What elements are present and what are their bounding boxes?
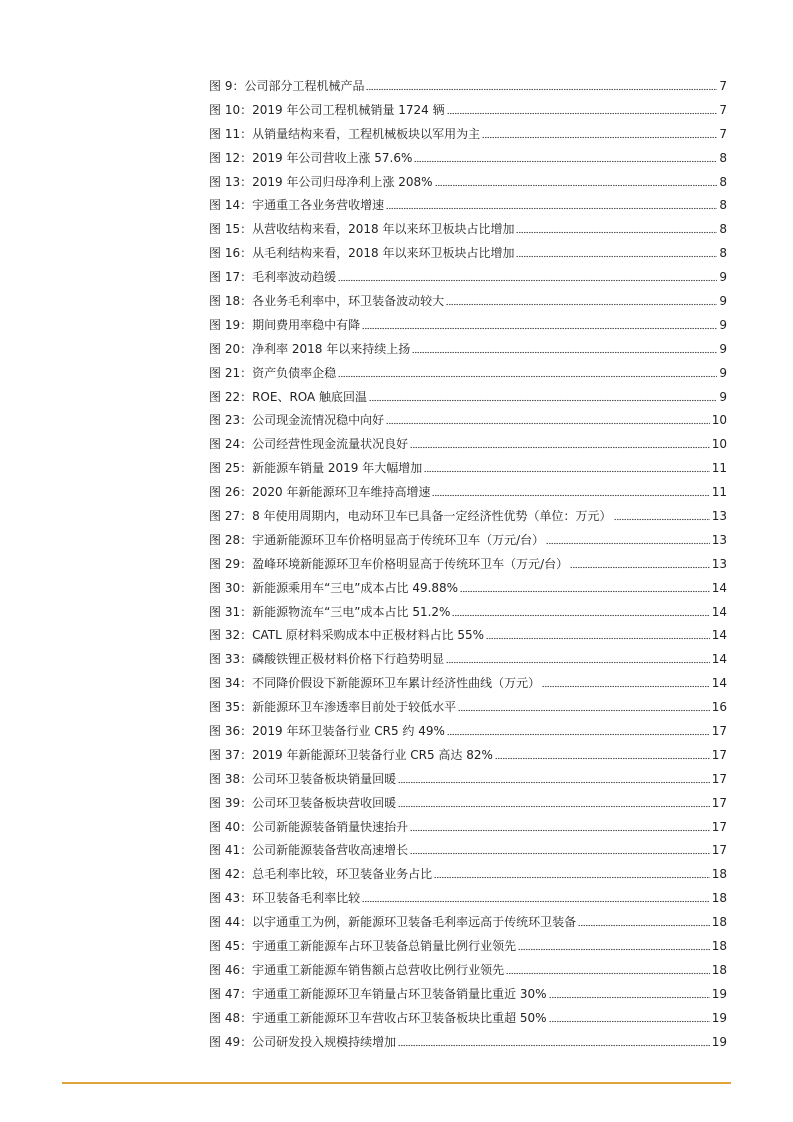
dot-leader — [410, 437, 710, 451]
toc-entry-label: 图 39：公司环卫装备板块营收回暖 — [209, 795, 397, 810]
dot-leader — [516, 246, 717, 260]
toc-entry[interactable] — [209, 265, 727, 289]
toc-entry-page-number: 7 — [719, 126, 727, 141]
toc-entry-label: 图 10：2019 年公司工程机械销量 1724 辆 — [209, 102, 445, 117]
toc-entry-page-number: 17 — [711, 747, 727, 762]
toc-entry-page-number: 17 — [711, 843, 727, 858]
dot-leader — [362, 891, 710, 905]
toc-entry-page-number: 14 — [711, 676, 727, 691]
toc-entry-page-number: 8 — [719, 246, 727, 261]
toc-entry-page-number: 8 — [719, 198, 727, 213]
toc-entry-page-number: 9 — [719, 341, 727, 356]
toc-entry-label: 图 43：环卫装备毛利率比较 — [209, 891, 361, 906]
toc-entry[interactable] — [209, 361, 727, 385]
toc-entry-page-number: 14 — [711, 604, 727, 619]
toc-entry-page-number: 10 — [711, 413, 727, 428]
toc-entry-label: 图 42：总毛利率比较，环卫装备业务占比 — [209, 867, 433, 882]
dot-leader — [578, 915, 710, 929]
dot-leader — [432, 485, 709, 499]
dot-leader — [338, 270, 717, 284]
toc-entry-label: 图 23：公司现金流情况稳中向好 — [209, 413, 385, 428]
toc-entry[interactable] — [209, 146, 727, 170]
toc-entry-page-number: 10 — [711, 437, 727, 452]
toc-entry[interactable] — [209, 241, 727, 265]
toc-entry-label: 图 38：公司环卫装备板块销量回暖 — [209, 771, 397, 786]
toc-entry-page-number: 17 — [711, 819, 727, 834]
toc-entry-page-number: 14 — [711, 580, 727, 595]
toc-entry-label: 图 46：宇通重工新能源车销售额占总营收比例行业领先 — [209, 962, 505, 977]
toc-entry[interactable] — [209, 122, 727, 146]
toc-entry-label: 图 26：2020 年新能源环卫车维持高增速 — [209, 485, 431, 500]
toc-entry[interactable] — [209, 719, 727, 743]
toc-entry-label: 图 40：公司新能源装备销量快速抬升 — [209, 819, 409, 834]
toc-entry-page-number: 13 — [711, 508, 727, 523]
toc-entry-label: 图 47：宇通重工新能源环卫车销量占环卫装备销量比重近 30% — [209, 986, 547, 1001]
toc-entry[interactable] — [209, 480, 727, 504]
toc-entry-page-number: 11 — [711, 461, 727, 476]
toc-entry[interactable] — [209, 815, 727, 839]
dot-leader — [434, 867, 710, 881]
toc-entry-page-number: 9 — [719, 270, 727, 285]
toc-entry-label: 图 48：宇通重工新能源环卫车营收占环卫装备板块比重超 50% — [209, 1010, 547, 1025]
toc-entry-page-number: 8 — [719, 222, 727, 237]
toc-entry-page-number: 13 — [711, 532, 727, 547]
dot-leader — [495, 748, 710, 762]
toc-entry[interactable] — [209, 289, 727, 313]
toc-entry-page-number: 16 — [711, 700, 727, 715]
toc-entry[interactable] — [209, 408, 727, 432]
dot-leader — [458, 700, 710, 714]
toc-entry[interactable] — [209, 695, 727, 719]
dot-leader — [424, 461, 709, 475]
toc-entry-label: 图 32：CATL 原材料采购成本中正极材料占比 55% — [209, 628, 485, 643]
toc-entry-label: 图 35：新能源环卫车渗透率目前处于较低水平 — [209, 700, 457, 715]
toc-entry[interactable] — [209, 982, 727, 1006]
toc-entry-page-number: 18 — [711, 962, 727, 977]
toc-entry-label: 图 41：公司新能源装备营收高速增长 — [209, 843, 409, 858]
toc-entry-page-number: 11 — [711, 485, 727, 500]
toc-entry-label: 图 20：净利率 2018 年以来持续上扬 — [209, 341, 411, 356]
toc-entry-page-number: 19 — [711, 1034, 727, 1049]
toc-entry[interactable] — [209, 934, 727, 958]
toc-entry-label: 图 11：从销量结构来看，工程机械板块以军用为主 — [209, 126, 481, 141]
toc-entry-label: 图 28：宇通新能源环卫车价格明显高于传统环卫车（万元/台） — [209, 532, 545, 547]
toc-entry[interactable] — [209, 313, 727, 337]
dot-leader — [435, 175, 718, 189]
toc-entry[interactable] — [209, 767, 727, 791]
toc-entry-page-number: 14 — [711, 652, 727, 667]
dot-leader — [398, 1035, 710, 1049]
dot-leader — [410, 843, 710, 857]
toc-entry[interactable] — [209, 385, 727, 409]
toc-entry[interactable] — [209, 623, 727, 647]
toc-entry-page-number: 9 — [719, 389, 727, 404]
toc-entry-page-number: 7 — [719, 78, 727, 93]
dot-leader — [460, 581, 710, 595]
toc-entry-page-number: 13 — [711, 556, 727, 571]
toc-entry[interactable] — [209, 504, 727, 528]
toc-entry-page-number: 19 — [711, 986, 727, 1001]
toc-entry-label: 图 33：磷酸铁锂正极材料价格下行趋势明显 — [209, 652, 445, 667]
toc-entry-page-number: 18 — [711, 867, 727, 882]
toc-entry[interactable] — [209, 958, 727, 982]
dot-leader — [542, 676, 710, 690]
toc-entry-label: 图 25：新能源车销量 2019 年大幅增加 — [209, 461, 423, 476]
toc-entry[interactable] — [209, 791, 727, 815]
dot-leader — [482, 127, 717, 141]
dot-leader — [412, 342, 717, 356]
toc-entry-label: 图 34：不同降价假设下新能源环卫车累计经济性曲线（万元） — [209, 676, 541, 691]
toc-entry-page-number: 7 — [719, 102, 727, 117]
toc-entry-page-number: 18 — [711, 915, 727, 930]
toc-entry[interactable] — [209, 647, 727, 671]
toc-entry-label: 图 27：8 年使用周期内，电动环卫车已具备一定经济性优势（单位：万元） — [209, 508, 612, 523]
toc-entry-page-number: 18 — [711, 939, 727, 953]
dot-leader — [549, 987, 710, 1001]
toc-entry[interactable] — [209, 432, 727, 456]
toc-entry[interactable] — [209, 839, 727, 863]
toc-entry-page-number: 8 — [719, 174, 727, 189]
toc-entry-label: 图 37：2019 年新能源环卫装备行业 CR5 高达 82% — [209, 747, 493, 762]
toc-entry-label: 图 13：2019 年公司归母净利上涨 208% — [209, 174, 433, 189]
toc-entry-page-number: 17 — [711, 795, 727, 810]
dot-leader — [546, 533, 710, 547]
toc-entry-page-number: 19 — [711, 1010, 727, 1025]
dot-leader — [447, 103, 718, 117]
toc-entry-label: 图 15：从营收结构来看，2018 年以来环卫板块占比增加 — [209, 222, 515, 237]
toc-entry-label: 图 45：宇通重工新能源车占环卫装备总销量比例行业领先 — [209, 939, 517, 953]
toc-entry-label: 图 12：2019 年公司营收上涨 57.6% — [209, 150, 413, 165]
dot-leader — [549, 1011, 710, 1025]
toc-entry-label: 图 31：新能源物流车“三电”成本占比 51.2% — [209, 604, 451, 619]
toc-entry[interactable] — [209, 576, 727, 600]
toc-entry-label: 图 17：毛利率波动趋缓 — [209, 270, 337, 285]
toc-entry[interactable] — [209, 1030, 727, 1054]
toc-entry-label: 图 36：2019 年环卫装备行业 CR5 约 49% — [209, 723, 445, 738]
toc-entry-page-number: 9 — [719, 293, 727, 308]
toc-entry[interactable] — [209, 743, 727, 767]
toc-entry[interactable] — [209, 886, 727, 910]
toc-entry[interactable] — [209, 98, 727, 122]
toc-entry-label: 图 24：公司经营性现金流量状况良好 — [209, 437, 409, 452]
toc-entry[interactable] — [209, 862, 727, 886]
dot-leader — [366, 79, 717, 93]
dot-leader — [362, 318, 717, 332]
dot-leader — [414, 151, 717, 165]
toc-entry-label: 图 44：以宇通重工为例，新能源环卫装备毛利率远高于传统环卫装备 — [209, 915, 577, 930]
toc-entry-label: 图 29：盈峰环境新能源环卫车价格明显高于传统环卫车（万元/台） — [209, 556, 569, 571]
dot-leader — [446, 652, 710, 666]
dot-leader — [338, 366, 717, 380]
toc-entry-label: 图 30：新能源乘用车“三电”成本占比 49.88% — [209, 580, 459, 595]
dot-leader — [570, 557, 710, 571]
toc-entry-label: 图 9：公司部分工程机械产品 — [209, 78, 365, 93]
toc-entry[interactable] — [209, 337, 727, 361]
toc-entry-label: 图 16：从毛利结构来看，2018 年以来环卫板块占比增加 — [209, 246, 515, 261]
dot-leader — [518, 939, 710, 953]
toc-entry[interactable] — [209, 910, 727, 934]
toc-entry[interactable] — [209, 528, 727, 552]
toc-entry[interactable] — [209, 552, 727, 576]
toc-entry-label: 图 49：公司研发投入规模持续增加 — [209, 1034, 397, 1049]
toc-entry-page-number: 18 — [711, 891, 727, 906]
dot-leader — [452, 605, 709, 619]
toc-entry[interactable] — [209, 170, 727, 194]
toc-entry[interactable] — [209, 671, 727, 695]
dot-leader — [446, 294, 717, 308]
toc-entry-page-number: 14 — [711, 628, 727, 643]
footer-rule — [62, 1082, 731, 1084]
dot-leader — [386, 198, 717, 212]
dot-leader — [516, 222, 717, 236]
dot-leader — [506, 963, 710, 977]
toc-entry-page-number: 17 — [711, 771, 727, 786]
dot-leader — [398, 772, 710, 786]
toc-entry[interactable] — [209, 1006, 727, 1030]
toc-entry-page-number: 9 — [719, 365, 727, 380]
toc-entry-page-number: 8 — [719, 150, 727, 165]
toc-entry[interactable] — [209, 74, 727, 98]
dot-leader — [486, 628, 710, 642]
toc-entry-label: 图 21：资产负债率企稳 — [209, 365, 337, 380]
dot-leader — [614, 509, 710, 523]
toc-entry[interactable] — [209, 217, 727, 241]
toc-entry[interactable] — [209, 193, 727, 217]
dot-leader — [386, 413, 710, 427]
dot-leader — [410, 820, 710, 834]
dot-leader — [398, 796, 710, 810]
toc-entry-label: 图 19：期间费用率稳中有降 — [209, 317, 361, 332]
dot-leader — [447, 724, 710, 738]
toc-entry-label: 图 14：宇通重工各业务营收增速 — [209, 198, 385, 213]
dot-leader — [369, 390, 717, 404]
toc-entry-page-number: 17 — [711, 723, 727, 738]
figure-toc-list — [209, 74, 727, 1054]
toc-entry-label: 图 22：ROE、ROA 触底回温 — [209, 389, 368, 404]
toc-entry-page-number: 9 — [719, 317, 727, 332]
toc-entry[interactable] — [209, 600, 727, 624]
toc-entry-label: 图 18：各业务毛利率中，环卫装备波动较大 — [209, 293, 445, 308]
toc-entry[interactable] — [209, 456, 727, 480]
